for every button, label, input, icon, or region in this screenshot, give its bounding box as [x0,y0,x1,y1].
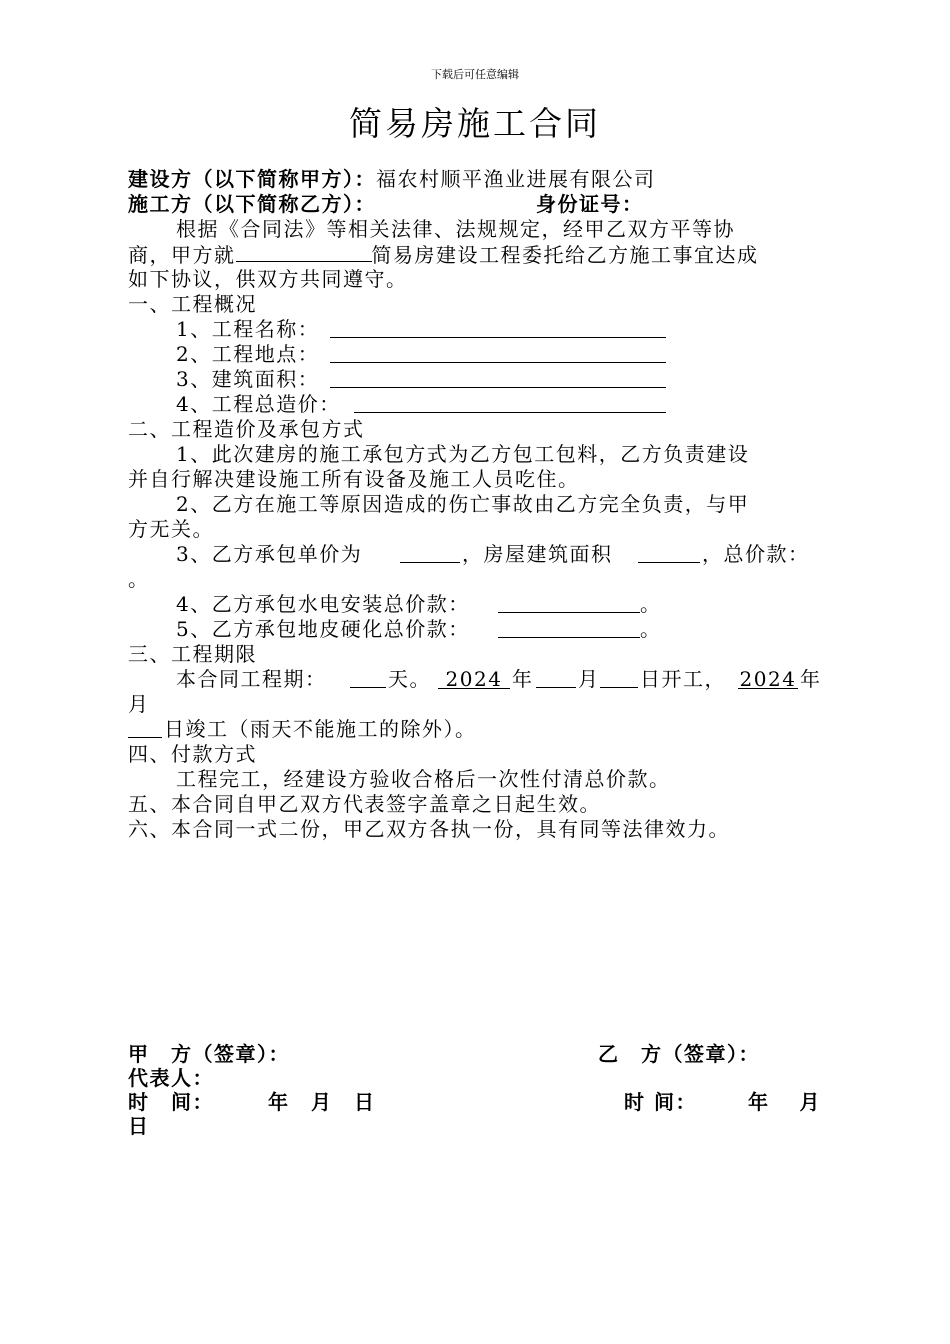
period-label: 本合同工程期： [176,667,327,691]
page-header: 下载后可任意编辑 [431,68,519,81]
party-b-signature: 乙 方（签章）： [598,1042,760,1066]
section-2-item-4-end: 。 [640,592,662,616]
party-a-signature: 甲 方（签章）： [128,1042,290,1066]
section-2-heading: 二、工程造价及承包方式 [128,417,365,441]
section-2-item-2-line-1: 2、乙方在施工等原因造成的伤亡事故由乙方完全负责，与甲 [176,492,750,516]
start-month-blank[interactable] [536,687,576,688]
section-2-item-1-line-1: 1、此次建房的施工承包方式为乙方包工包料，乙方负责建设 [176,442,750,466]
section-2-item-4: 4、乙方承包水电安装总价款： [176,592,470,616]
page-title: 简易房施工合同 [349,104,601,143]
section-4-text: 工程完工，经建设方验收合格后一次性付清总价款。 [176,767,671,791]
project-location-blank[interactable] [330,362,666,363]
end-year-unit: 年 [800,667,822,691]
party-a-value: 福农村顺平渔业进展有限公司 [376,167,656,191]
end-day-text: 日竣工（雨天不能施工的除外）。 [164,717,477,741]
period-days-unit: 天。 [388,667,431,691]
section-1-heading: 一、工程概况 [128,292,257,316]
intro-line-1: 根据《合同法》等相关法律、法规规定，经甲乙双方平等协 [176,217,735,241]
start-year-unit: 年 [512,667,534,691]
section-2-item-3-end: 。 [128,567,150,591]
section-1-item-3: 3、建筑面积： [176,367,320,391]
section-2-item-5: 5、乙方承包地皮硬化总价款： [176,617,470,641]
intro-line-2-post: 简易房建设工程委托给乙方施工事宜达成 [371,243,759,267]
party-a-time-label: 时 间： [128,1090,214,1114]
intro-line-2-pre: 商，甲方就 [128,243,236,267]
section-2-item-3-a: 3、乙方承包单价为 [176,542,363,566]
section-1-item-1: 1、工程名称： [176,317,320,341]
unit-price-blank[interactable] [400,562,460,563]
project-blank[interactable] [236,242,372,262]
end-year[interactable]: 2024 [739,667,797,691]
section-2-item-5-end: 。 [640,617,662,641]
section-2-item-1-line-2: 并自行解决建设施工所有设备及施工人员吃住。 [128,467,580,491]
section-6: 六、本合同一式二份，甲乙双方各执一份，具有同等法律效力。 [128,817,730,841]
paving-price-blank[interactable] [498,637,640,638]
start-year[interactable]: 2024 [438,667,510,689]
party-b-day: 日 [128,1114,150,1138]
start-month-unit: 月 [578,667,600,691]
building-area-blank[interactable] [330,387,666,388]
utilities-price-blank[interactable] [498,612,640,613]
party-b-label: 施工方（以下简称乙方）： [128,192,376,216]
section-2-item-3-c: ，总价款： [702,542,810,566]
id-label: 身份证号： [536,192,644,216]
section-1-item-2: 2、工程地点： [176,342,320,366]
party-a-row [128,167,656,192]
total-cost-blank[interactable] [354,412,666,413]
party-b-date: 年 月 [748,1090,821,1114]
intro-line-3: 如下协议，供双方共同遵守。 [128,267,408,291]
representative-label: 代表人： [128,1066,214,1090]
start-day-blank[interactable] [600,687,638,688]
section-2-item-2-line-2: 方无关。 [128,517,214,541]
end-month-unit: 月 [128,692,150,716]
party-b-time-label: 时 间： [624,1090,697,1114]
end-day-blank[interactable] [128,737,162,738]
intro-line-2 [128,242,759,268]
days-blank[interactable] [350,687,386,688]
section-4-heading: 四、付款方式 [128,742,257,766]
party-a-date: 年 月 日 [268,1090,376,1114]
section-5: 五、本合同自甲乙双方代表签字盖章之日起生效。 [128,792,601,816]
section-3-heading: 三、工程期限 [128,642,257,666]
section-1-item-4: 4、工程总造价： [176,392,341,416]
project-name-blank[interactable] [330,337,666,338]
start-day-unit: 日开工， [640,667,726,691]
party-a-label: 建设方（以下简称甲方）： [128,167,376,191]
section-2-item-3-b: ，房屋建筑面积 [462,542,613,566]
area-blank[interactable] [638,562,700,563]
